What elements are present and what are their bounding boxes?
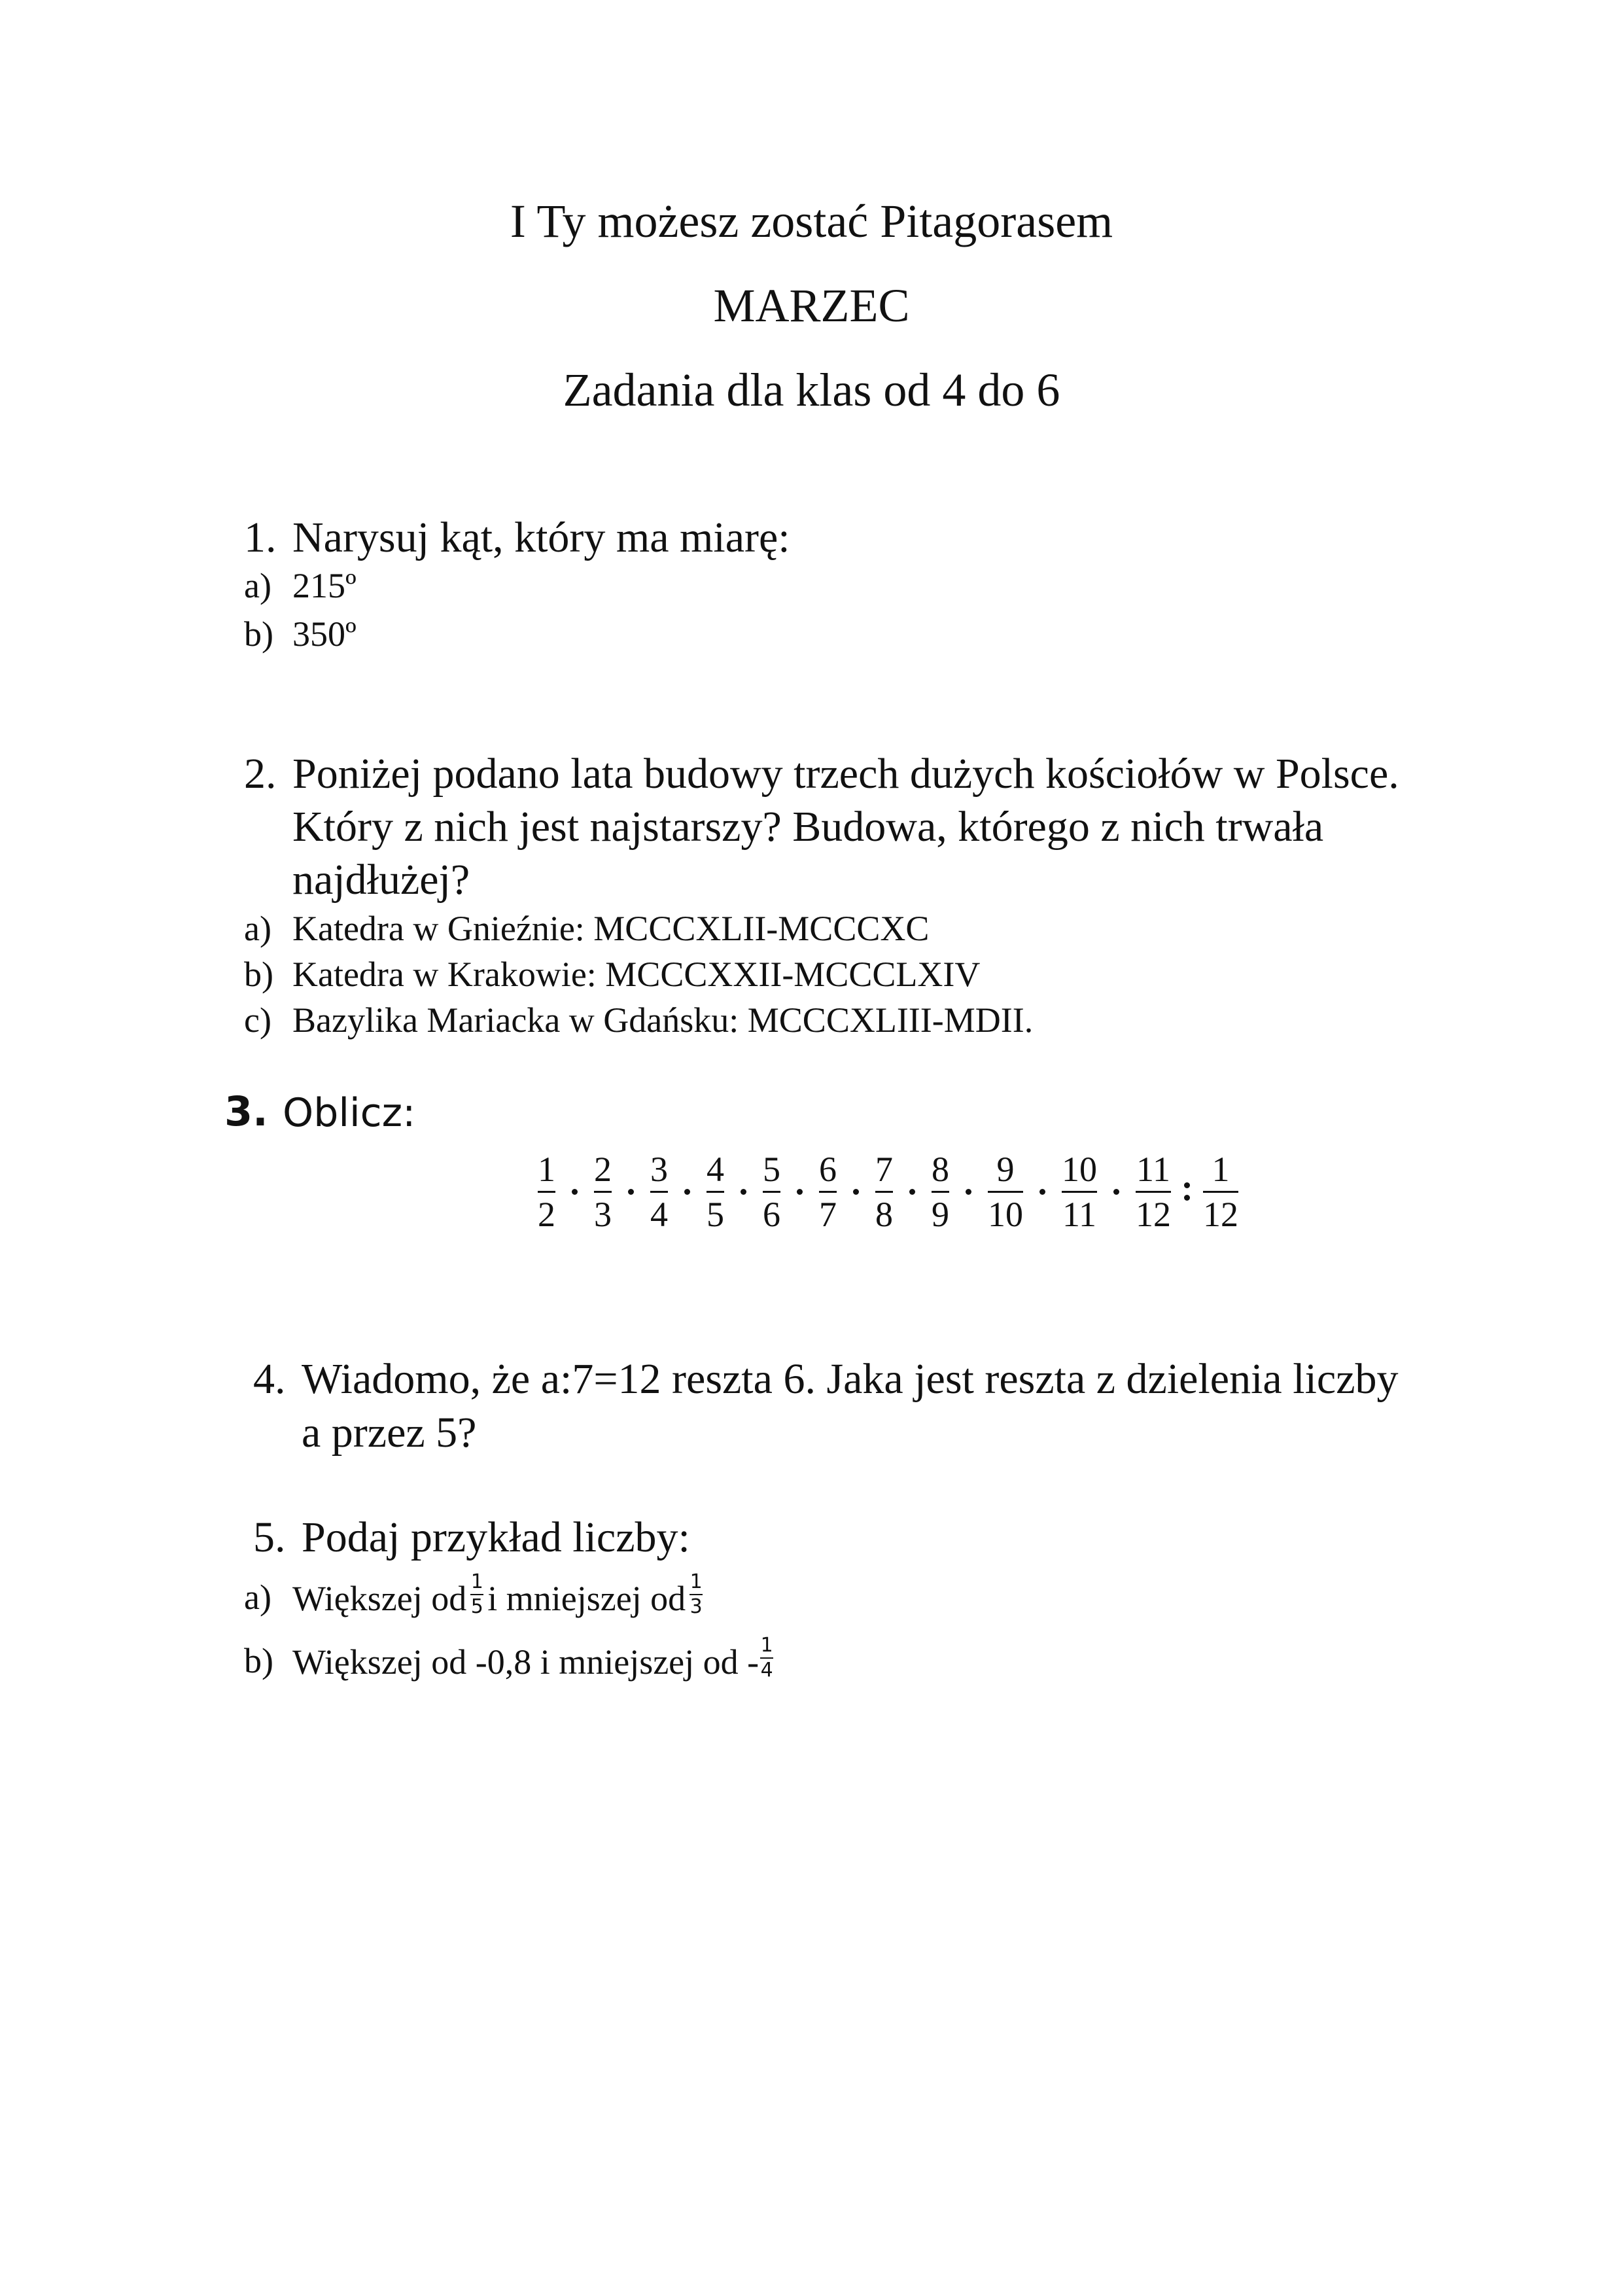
task3-label: Oblicz: [283,1090,416,1136]
task4-line-2: a przez 5? [302,1409,477,1457]
task5-number: 5. [253,1513,286,1561]
multiply-operator [741,1189,746,1195]
fraction: $\frac{1}{12}$ [1203,1149,1238,1234]
task2-option-a-letter: a) [244,909,271,948]
task1-option-b-letter: b) [244,614,273,654]
multiply-operator [853,1189,859,1195]
grade-subtitle: Zadania dla klas od 4 do 6 [563,364,1060,416]
fraction: $\frac{4}{5}$ [707,1149,724,1234]
task5-option-b-prefix: Większej od -0,8 i mniejszej od - [292,1642,759,1682]
task2-option-b-text: Katedra w Krakowie: MCCCXXII-MCCCLXIV [292,955,981,994]
task4-number: 4. [253,1355,286,1403]
month-heading: MARZEC [713,279,910,332]
task5-option-a-prefix: Większej od [292,1579,467,1618]
multiply-operator [797,1189,803,1195]
multiply-operator [628,1189,634,1195]
multiply-operator [1039,1189,1045,1195]
fraction: $\frac{7}{8}$ [875,1149,893,1234]
fraction: $\frac{11}{12}$ [1136,1149,1171,1234]
task3-number: 3. [224,1087,268,1135]
document-title: I Ty możesz zostać Pitagorasem [510,195,1113,247]
fraction: $\frac{2}{3}$ [594,1149,612,1234]
task5-option-b [292,1633,777,1691]
task1-option-a-letter: a) [244,566,271,605]
fraction: $\frac{1}{2}$ [538,1149,555,1234]
small-fraction: 1 5 [470,1570,483,1618]
fraction: $\frac{10}{11}$ [1062,1149,1097,1234]
fraction: $\frac{5}{6}$ [763,1149,780,1234]
divide-operator [1184,1178,1190,1205]
fraction: $\frac{8}{9}$ [932,1149,949,1234]
fraction: $\frac{6}{7}$ [819,1149,837,1234]
task5-option-a-middle: i mniejszej od [487,1579,686,1618]
multiply-operator [966,1189,971,1195]
fraction: $\frac{9}{10}$ [988,1149,1023,1234]
task2-line-1: Poniżej podano lata budowy trzech dużych kościołów w Polsce. [292,750,1399,798]
small-fraction: 1 3 [689,1570,703,1618]
task1-number: 1. [244,514,277,561]
task2-line-3: najdłużej? [292,856,470,904]
task1-option-a-text: 215º [292,566,357,605]
task4-line-1: Wiadomo, że a:7=12 reszta 6. Jaka jest reszta z dzielenia liczby [302,1355,1399,1403]
task2-option-b-letter: b) [244,955,273,994]
task5-text: Podaj przykład liczby: [302,1513,690,1561]
multiply-operator [684,1189,690,1195]
task1-text: Narysuj kąt, który ma miarę: [292,514,790,561]
fraction-expression [535,1147,1241,1236]
fraction: $\frac{3}{4}$ [650,1149,668,1234]
task2-number: 2. [244,750,277,798]
task5-option-a [292,1569,707,1628]
task2-line-2: Który z nich jest najstarszy? Budowa, którego z nich trwała [292,803,1324,851]
task5-option-a-letter: a) [244,1578,271,1617]
task5-option-b-letter: b) [244,1641,273,1680]
multiply-operator [1113,1189,1119,1195]
multiply-operator [909,1189,915,1195]
task2-option-a-text: Katedra w Gnieźnie: MCCCXLII-MCCCXC [292,909,930,948]
multiply-operator [572,1189,578,1195]
task2-option-c-text: Bazylika Mariacka w Gdańsku: MCCCXLIII-MDII. [292,1000,1034,1040]
small-fraction: 1 4 [760,1634,773,1682]
task1-option-b-text: 350º [292,614,357,654]
task2-option-c-letter: c) [244,1000,271,1040]
